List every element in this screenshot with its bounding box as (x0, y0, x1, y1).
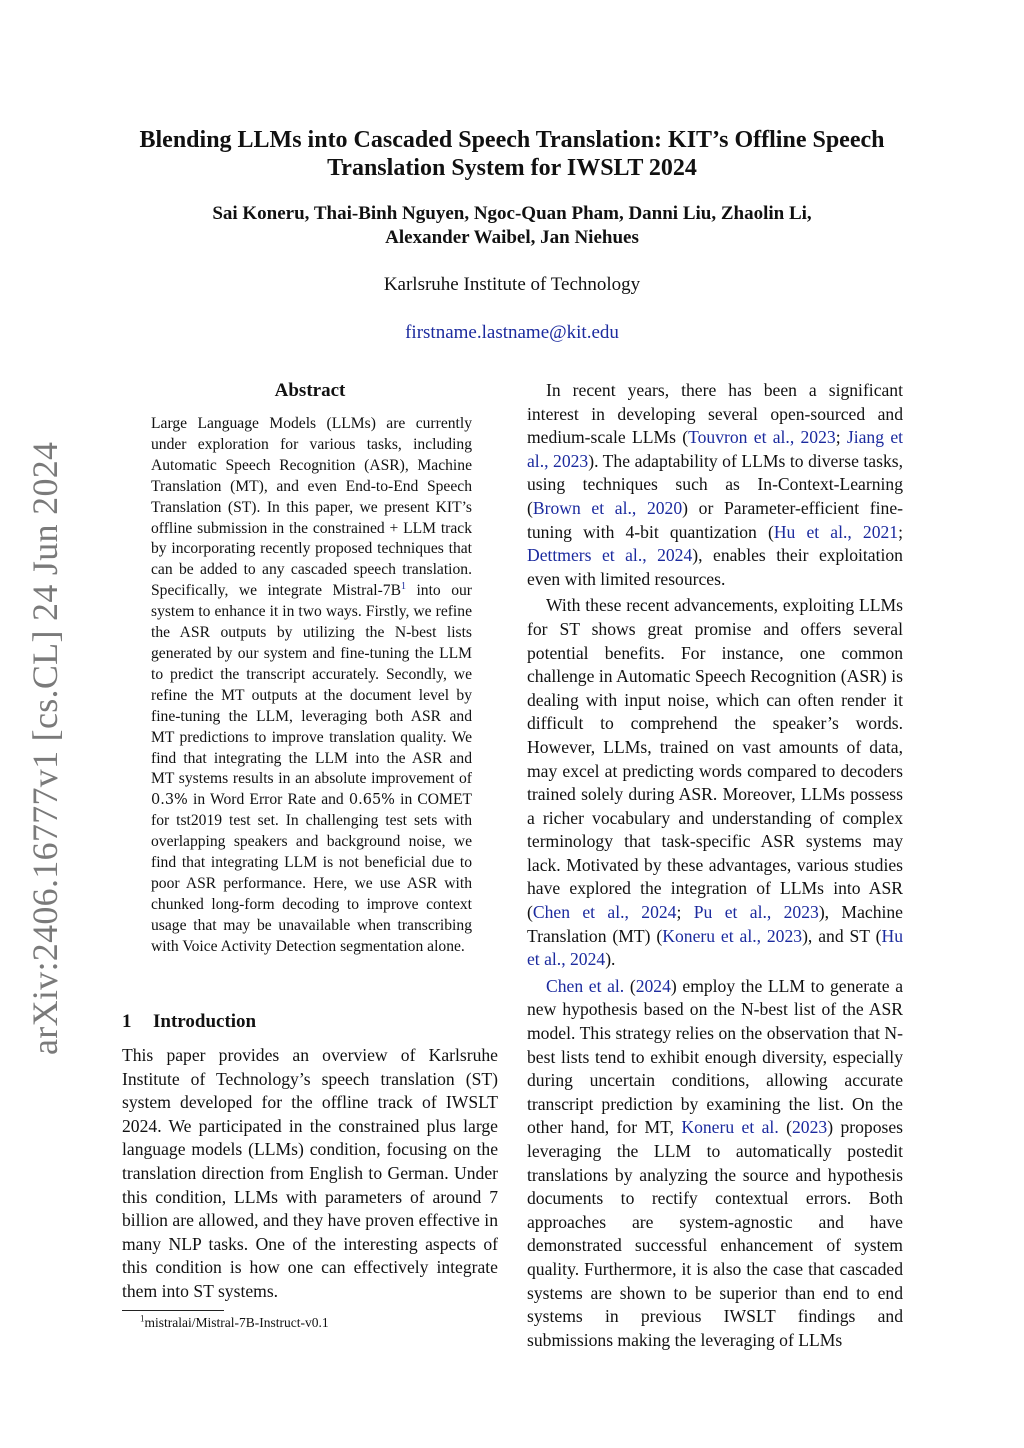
introduction-paragraph (122, 1044, 498, 1304)
citation-link[interactable]: 2023 (792, 1117, 828, 1138)
paragraph-text: ; (676, 902, 694, 923)
footnote-divider (122, 1310, 224, 1311)
citation-link[interactable]: Hu et al., 2024 (527, 925, 903, 970)
authors-line-1: Sai Koneru, Thai-Binh Nguyen, Ngoc-Quan Pham, Danni Liu, Zhaolin Li, (212, 203, 812, 224)
wer-improvement-value: 0.3% (151, 792, 188, 809)
paragraph-text: ), enables their exploitation even with limited resources. (527, 545, 903, 589)
paragraph-text: ; (835, 427, 847, 448)
citation-link[interactable]: Brown et al., 2020 (532, 497, 683, 518)
abstract-heading: Abstract (274, 380, 346, 401)
citation-link[interactable]: 2024 (635, 975, 671, 996)
abstract-body (151, 414, 472, 958)
paragraph-text: ) employ the LLM to generate a new hypothesis based on the N-best list of the ASR model. This strategy relies on the observation that N-best lists tend to exhibit enough diversity, especially during uncertain conditions, allowing accurate transcript prediction by examining the list. On the other hand, for MT, (527, 975, 904, 1138)
footnote-text: mistralai/Mistral-7B-Instruct-v0.1 (144, 1315, 329, 1330)
abstract-text: into our system to enhance it in two ways. Firstly, we refine the ASR outputs by utilizing the N-best lists generated by our system and fine-tuning the LLM to predict the transcript accurately. Secondly, we refine the MT outputs at the document level by fine-tuning the LLM, leveraging both ASR and MT predictions to improve translation quality. We find that integrating the LLM into the ASR and MT systems results in an absolute improvement of (151, 582, 472, 788)
title-line-1: Blending LLMs into Cascaded Speech Translation: KIT’s Offline Speech (139, 127, 885, 153)
paragraph-text: ), Machine Translation (MT) ( (527, 902, 903, 946)
citation-link[interactable]: Dettmers et al., 2024 (527, 545, 693, 566)
paper-title (100, 126, 924, 182)
paragraph-text: ), and ST ( (802, 925, 882, 946)
citation-link[interactable]: Chen et al. (546, 975, 625, 996)
paragraph-text: ). (605, 949, 616, 970)
paragraph-text: ) proposes leveraging the LLM to automatically postedit translations by analyzing the source and hypothesis documents to rectify contextual errors. Both approaches are system-agnostic and have demonstrated successful enhancement of system quality. Furthermore, it is also the case that cascaded systems are shown to be superior than end to end systems in previous IWSLT findings and submissions making the leveraging of LLMs (527, 1117, 903, 1350)
section-number: 1 (122, 1011, 132, 1032)
authors-line-2: Alexander Waibel, Jan Niehues (385, 227, 639, 248)
right-column (527, 379, 903, 1352)
section-heading-introduction (122, 1010, 498, 1034)
title-line-2: Translation System for IWSLT 2024 (327, 155, 697, 181)
paragraph-text: ; (898, 521, 903, 542)
paragraph (527, 594, 903, 972)
citation-link[interactable]: Touvron et al., 2023 (688, 427, 836, 448)
email-link[interactable]: firstname.lastname@kit.edu (405, 322, 619, 343)
citation-link[interactable]: Koneru et al., 2023 (662, 925, 803, 946)
paragraph-text: ( (778, 1117, 792, 1138)
abstract-text: Large Language Models (LLMs) are currently under exploration for various tasks, including Automatic Speech Recognition (ASR), Machine Translation (MT), and even End-to-End Speech Translation (ST). In this paper, we present KIT’s offline submission in the constrained + LLM track by incorporating recently proposed techniques that can be added to any cascaded speech translation. Specifically, we integrate Mistral-7B (151, 415, 472, 600)
author-list (100, 202, 924, 250)
citation-link[interactable]: Koneru et al. (681, 1117, 779, 1138)
paragraph-text: This paper provides an overview of Karlsruhe Institute of Technology’s speech translation (ST) system developed for the offline track of IWSLT 2024. We participated in the constrained plus large language models (LLMs) condition, focusing on the translation direction from English to German. Under this condition, LLMs with parameters of around 7 billion are allowed, and they have proven effective in many NLP tasks. One of the interesting aspects of this condition is how one can effectively integrate them into ST systems. (122, 1045, 498, 1301)
citation-link[interactable]: Pu et al., 2023 (693, 902, 819, 923)
footnote-number: 1 (140, 1313, 145, 1324)
footnote-marker[interactable]: 1 (400, 581, 406, 593)
affiliation: Karlsruhe Institute of Technology (383, 274, 641, 295)
paragraph-text: In recent years, there has been a significant interest in developing several open-sourced and medium-scale LLMs ( (527, 380, 903, 448)
citation-link[interactable]: Hu et al., 2021 (773, 521, 899, 542)
paragraph (527, 975, 903, 1353)
footnote (140, 1314, 500, 1332)
abstract-text: in COMET for tst2019 test set. In challenging test sets with overlapping speakers and background noise, we find that integrating LLM is not beneficial due to poor ASR performance. Here, we use ASR with chunked long-form decoding to improve context usage that may be unavailable when transcribing with Voice Activity Detection segmentation alone. (151, 791, 472, 955)
paragraph-text: ( (624, 975, 636, 996)
paragraph (527, 379, 903, 591)
paragraph-text: With these recent advancements, exploiting LLMs for ST shows great promise and offers several potential benefits. For instance, one common challenge in Automatic Speech Recognition (ASR) is dealing with input noise, which can often render it difficult to comprehend the speaker’s words. However, LLMs, trained on vast amounts of data, may excel at predicting words compared to decoders trained solely during ASR. Moreover, LLMs possess a richer vocabulary and understanding of complex terminology that task-specific ASR systems may lack. Motivated by these advantages, various studies have explored the integration of LLMs into ASR ( (527, 595, 903, 923)
arxiv-identifier: arXiv:2406.16777v1 [cs.CL] 24 Jun 2024 (25, 441, 65, 1055)
paragraph-text: ). The adaptability of LLMs to diverse tasks, using techniques such as In-Context-Learning ( (527, 450, 903, 518)
abstract-text: in Word Error Rate and (187, 791, 349, 809)
section-title: Introduction (153, 1011, 257, 1032)
paragraph-text: ) or Parameter-efficient fine-tuning with 4-bit quantization ( (527, 497, 904, 542)
comet-improvement-value: 0.65% (348, 792, 395, 809)
citation-link[interactable]: Jiang et al., 2023 (527, 427, 904, 471)
citation-link[interactable]: Chen et al., 2024 (532, 902, 677, 923)
